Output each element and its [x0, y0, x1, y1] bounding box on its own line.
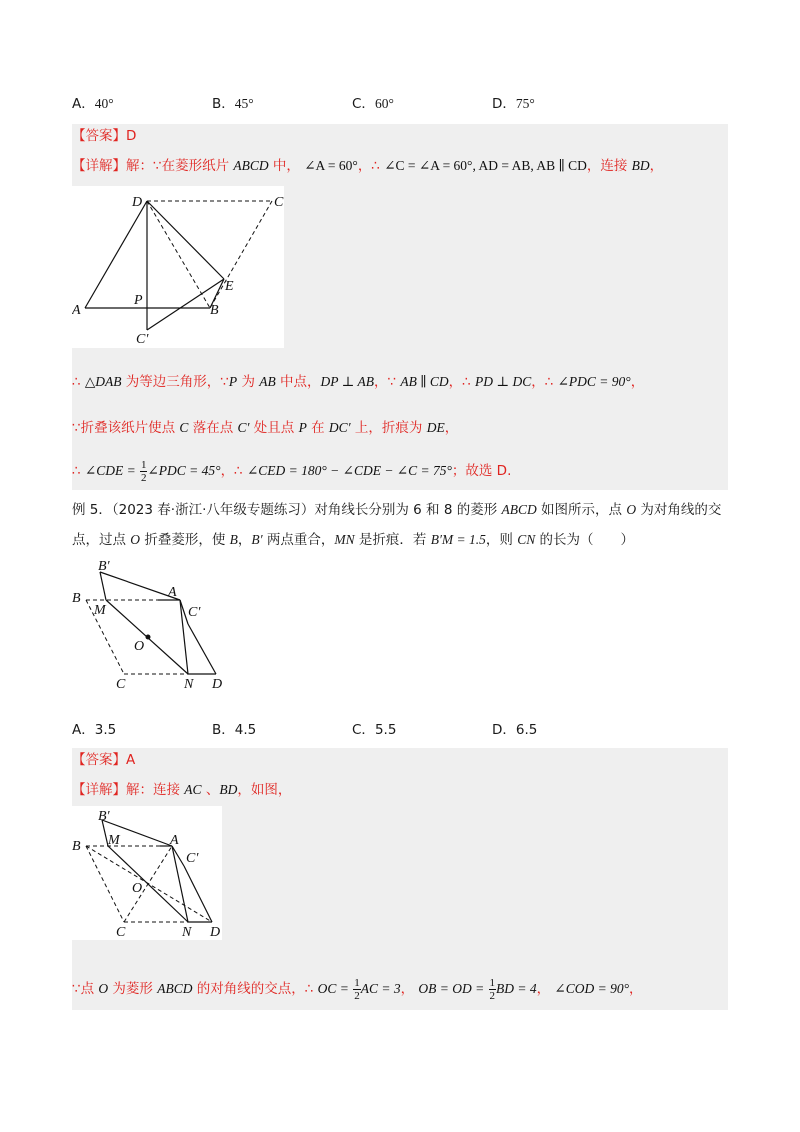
- q4-label-c: C: [274, 195, 284, 210]
- q5-figure: [72, 556, 232, 696]
- q5d-label-c: C: [116, 925, 126, 940]
- q5-label-bprime: B′: [98, 559, 110, 574]
- q4-edge-de: [147, 201, 224, 279]
- q4-edge-ad: [85, 201, 147, 308]
- q5-fraction-1: $\frac{1}{2}$: [354, 976, 360, 1002]
- q4-answer: 【答案】D: [72, 128, 137, 144]
- q5-detail-figure-svg: [72, 806, 222, 940]
- q5-fraction-2: $\frac{1}{2}$: [489, 976, 496, 1002]
- q5-detail-figure: [72, 806, 222, 940]
- q5d-label-cprime: C′: [186, 851, 199, 866]
- q5-option-b: B．4.5: [212, 722, 257, 738]
- q4-option-c: C．60°: [352, 96, 394, 112]
- q5-edge-cpd: [188, 624, 216, 674]
- q4-label-e: E: [225, 279, 234, 294]
- q5d-label-b: B: [72, 839, 81, 854]
- q5-figure-svg: [72, 556, 232, 696]
- q5-center-point: [146, 635, 151, 640]
- q5-option-a: A．3.5: [72, 722, 117, 738]
- q4-label-p: P: [134, 293, 143, 308]
- q5-label-b: B: [72, 591, 81, 606]
- q5-label-n: N: [184, 677, 194, 692]
- q5-last-line: ∵点 O 为菱形 ABCD 的对角线的交点，∴ OC = $\frac{1}{2}$ AC = 3， OB = OD = $\frac{1}{2}$ BD = 4， ∠COD = 90°，: [72, 976, 643, 1002]
- q4-line4: ∴ ∠CDE = $\frac{1}{2}$ ∠PDC = 45°，∴ ∠CED = 180° − ∠CDE − ∠C = 75°；故选 D.: [72, 458, 512, 484]
- q4-option-d: D．75°: [492, 96, 535, 112]
- q4-option-a: A．40°: [72, 96, 114, 112]
- q5-label-m: M: [94, 603, 106, 618]
- q5-edge-bpm: [100, 572, 106, 600]
- q5-line1: 例 5．（2023 春·浙江·八年级专题练习）对角线长分别为 6 和 8 的菱形 ABCD 如图所示，点 O 为对角线的交: [72, 502, 722, 518]
- q4-option-b: B．45°: [212, 96, 254, 112]
- q4-label-a: A: [72, 303, 81, 318]
- q5-line2: 点，过点 O 折叠菱形，使 B，B′ 两点重合，MN 是折痕．若 B′M = 1.5，则 CN 的长为（ ）: [72, 532, 635, 548]
- q5d-edge-mn: [108, 846, 188, 922]
- q5-option-d: D．6.5: [492, 722, 538, 738]
- q5d-edge-cpd: [184, 866, 212, 922]
- q4-line3: ∵折叠该纸片使点 C 落在点 C′ 处且点 P 在 DC′ 上，折痕为 DE，: [72, 420, 459, 436]
- q5d-label-d: D: [210, 925, 221, 940]
- q5-label-cprime: C′: [188, 605, 201, 620]
- q5-label-a: A: [168, 585, 177, 600]
- q4-line2: ∴ △DAB 为等边三角形，∵P 为 AB 中点，DP ⊥ AB，∵ AB ∥ CD，∴ PD ⊥ DC，∴ ∠PDC = 90°，: [72, 374, 645, 390]
- q5d-label-m: M: [108, 833, 120, 848]
- q4-figure: [72, 186, 284, 348]
- q4-dashed-cb: [210, 201, 272, 308]
- q4-fraction: $\frac{1}{2}$: [140, 458, 147, 484]
- q4-label-cprime: C′: [136, 332, 149, 347]
- q5-option-c: C．5.5: [352, 722, 397, 738]
- q4-detail-line1: 【详解】解：∵在菱形纸片 ABCD 中， ∠A = 60°，∴ ∠C = ∠A = 60°, AD = AB, AB ∥ CD，连接 BD，: [72, 158, 664, 174]
- q5d-label-n: N: [182, 925, 192, 940]
- q5d-label-o: O: [132, 881, 143, 896]
- q5-detail-line1: 【详解】解：连接 AC 、BD，如图，: [72, 782, 292, 798]
- q4-figure-svg: [72, 186, 284, 348]
- q4-label-b: B: [210, 303, 219, 318]
- q4-label-d: D: [132, 195, 143, 210]
- q5d-label-a: A: [170, 833, 179, 848]
- q5d-label-bprime: B′: [98, 809, 110, 824]
- q5-answer: 【答案】A: [72, 752, 136, 768]
- q5-label-o: O: [134, 639, 145, 654]
- q5-label-c: C: [116, 677, 126, 692]
- q5-label-d: D: [212, 677, 223, 692]
